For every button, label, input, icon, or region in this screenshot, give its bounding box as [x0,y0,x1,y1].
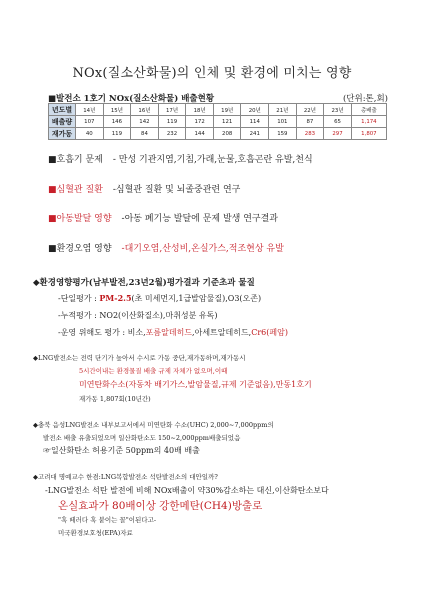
table-cell: 241 [241,128,269,140]
table-header-cell: 총배출 [351,104,386,116]
eval-highlight: Cr6(페암) [251,328,288,337]
eval-text: -단일평가 : [58,294,100,303]
section-heading: ■호흡기 문제 [48,155,103,165]
lng1-line3 [79,379,312,390]
table-cell: 107 [76,116,104,128]
table-cell: 40 [76,128,104,140]
table-row-label: 재가동 [49,128,76,140]
table-header-cell: 18년 [186,104,214,116]
nox-emission-table [48,103,387,140]
table-cell: 172 [186,116,214,128]
environment-section [48,241,284,254]
table-cell: 144 [186,128,214,140]
section-body: - 만성 기관지염,기침,가래,눈물,호흡곤란 유발,천식 [112,155,313,165]
table-cell: 1,807 [351,128,386,140]
eval-line-cumulative: -누적평가 : NO2(이산화질소),마취성분 유독) [58,311,218,320]
table-row [49,116,387,128]
table-row-label: 배출량 [49,116,76,128]
eval-text: ,아세트알데히드, [192,328,252,337]
lng1-highlight: 규제 기준없음),만동1호기 [221,380,312,389]
eval-line-operation [58,327,288,338]
lng1-line1: ◆LNG발전소는 전력 단기가 높아서 수시로 가동 중단,재가동하며,재가동시 [33,354,246,362]
table-cell: 146 [103,116,131,128]
table-cell: 87 [296,116,324,128]
section-heading: ■아동발달 영향 [48,214,112,224]
lng1-line2: 5시간이내는 환경물질 배출 규제 자체가 없으며,이때 [79,367,228,375]
eval-heading: ◆환경영향평가(남부발전,23년2월)평가결과 기준초과 물질 [33,278,255,288]
table-header-cell: 21년 [269,104,297,116]
table-cell: 101 [269,116,297,128]
lng1-highlight: 미연탄화수소(자동차 배기가스,발암물질, [79,380,222,389]
table-cell: 119 [158,116,186,128]
section-body: -아동 폐기능 발달에 문제 발생 연구결과 [121,214,278,224]
table-header-cell: 16년 [131,104,159,116]
section-body: -대기오염,산성비,온실가스,적조현상 유발 [121,244,284,254]
table-header-cell: 22년 [296,104,324,116]
lng3-line4: "혹 떼러다 혹 붙이는 꼴"이된다고- [58,516,157,524]
table-cell: 65 [324,116,352,128]
table-header-cell: 15년 [103,104,131,116]
section-body: -심혈관 질환 및 뇌졸중관련 연구 [112,185,241,195]
lng1-line4: 재가동 1,807회(10년간) [79,395,151,403]
eval-line-single [58,293,261,304]
table-header-cell: 19년 [213,104,241,116]
eval-highlight: PM-2.5 [99,293,132,303]
table-header-cell: 20년 [241,104,269,116]
table-cell: 142 [131,116,159,128]
lng3-line5: 미국환경보호청(EPA)자료 [58,529,133,537]
table-header-cell: 17년 [158,104,186,116]
table-cell: 208 [213,128,241,140]
eval-highlight: 포름알데히드 [145,328,193,337]
table-cell: 159 [269,128,297,140]
table-header-row [49,104,387,116]
eval-text: -운영 위해도 평가 : 비소, [58,328,146,337]
cardiovascular-section [48,182,240,195]
table-cell: 1,174 [351,116,386,128]
table-cell: 232 [158,128,186,140]
table-header-cell: 14년 [76,104,104,116]
emission-unit-label: (단위:톤,회) [342,94,388,104]
table-cell: 119 [103,128,131,140]
lng3-line2: -LNG발전소 석탄 발전에 비해 NOx배출이 약30%감소하는 대신,이산화탄소보다 [45,486,329,495]
table-header-cell: 년도별 [49,104,76,116]
lng3-line1: ◆고려대 명예교수 한겸:LNG복합발전소 석탄발전소의 대안일까? [33,473,218,481]
table-cell: 297 [324,128,352,140]
emission-heading-label: ■발전소 1호기 NOx(질소산화물) 배출현황 [48,94,215,104]
page-title: NOx(질소산화물)의 인체 및 환경에 미치는 영향 [72,66,352,81]
lng2-line1: ◆충북 음성LNG발전소 내부보고서에서 미연탄화 수소(UHC) 2,000~7,000ppm의 [33,421,274,429]
table-cell: 84 [131,128,159,140]
lng2-line3: ☞일산화탄소 허용기준 50ppm의 40배 배출 [43,446,200,455]
table-cell: 114 [241,116,269,128]
section-heading: ■환경오염 영향 [48,244,112,254]
child-development-section [48,211,278,224]
section-heading: ■심혈관 질환 [48,185,103,195]
lng2-line2: 발전소 배출 유출되었으며 일산화탄소도 150~2,000ppm배출되었음 [43,434,241,442]
table-cell: 283 [296,128,324,140]
table-cell: 121 [213,116,241,128]
table-header-cell: 23년 [324,104,352,116]
lng3-line3: 온실효과가 80배이상 강한메탄(CH4)방출로 [58,500,263,512]
table-row [49,128,387,140]
eval-text: (초 미세먼지,1급발암물질),O3(오존) [131,294,262,303]
respiratory-section [48,152,313,165]
